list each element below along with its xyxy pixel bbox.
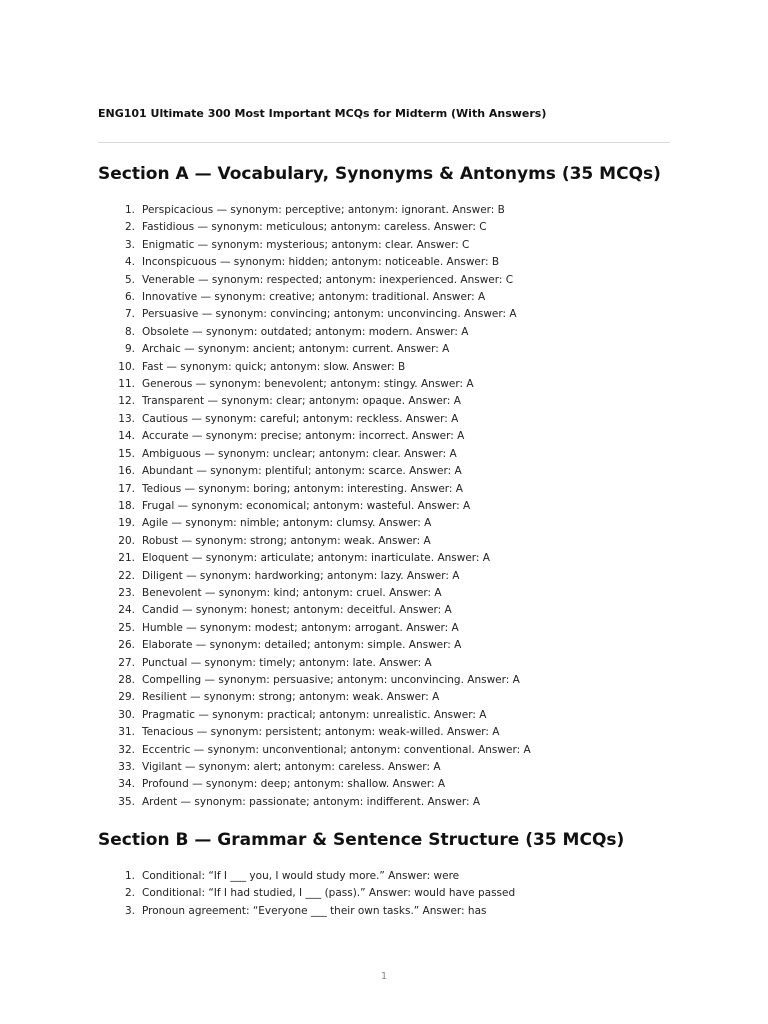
list-item-number: 30. [118, 708, 135, 721]
list-item-text: Enigmatic — synonym: mysterious; antonym: clear. Answer: C [142, 238, 470, 251]
list-item-text: Eccentric — synonym: unconventional; antonym: conventional. Answer: A [142, 743, 531, 756]
list-item [98, 602, 531, 619]
list-item-text: Innovative — synonym: creative; antonym: traditional. Answer: A [142, 291, 486, 304]
list-item [98, 515, 531, 532]
list-item [98, 237, 531, 254]
list-item-text: Agile — synonym: nimble; antonym: clumsy. Answer: A [142, 517, 432, 530]
list-item-number: 20. [118, 534, 135, 547]
list-item-text: Obsolete — synonym: outdated; antonym: modern. Answer: A [142, 325, 469, 338]
list-item-number: 29. [118, 691, 135, 704]
list-item-text: Robust — synonym: strong; antonym: weak. Answer: A [142, 534, 431, 547]
section-b-question-list [98, 868, 515, 920]
list-item-number: 7. [124, 308, 135, 321]
list-item [98, 724, 531, 741]
list-item-text: Frugal — synonym: economical; antonym: wasteful. Answer: A [142, 499, 471, 512]
title-divider [98, 142, 670, 143]
list-item-number: 9. [124, 343, 135, 356]
list-item-number: 22. [118, 569, 135, 582]
list-item-text: Pragmatic — synonym: practical; antonym: unrealistic. Answer: A [142, 708, 487, 721]
list-item-text: Inconspicuous — synonym: hidden; antonym: noticeable. Answer: B [142, 256, 500, 269]
list-item-number: 3. [124, 904, 135, 917]
list-item-number: 2. [124, 887, 135, 900]
list-item-text: Humble — synonym: modest; antonym: arrogant. Answer: A [142, 621, 459, 634]
list-item [98, 903, 515, 920]
list-item-text: Vigilant — synonym: alert; antonym: careless. Answer: A [142, 761, 441, 773]
list-item-number: 23. [118, 586, 135, 599]
list-item [98, 446, 531, 463]
list-item-text: Perspicacious — synonym: perceptive; antonym: ignorant. Answer: B [142, 204, 505, 216]
list-item [98, 498, 531, 515]
list-item-text: Ardent — synonym: passionate; antonym: indifferent. Answer: A [142, 795, 481, 808]
list-item-number: 18. [118, 499, 135, 512]
list-item-text: Candid — synonym: honest; antonym: deceitful. Answer: A [142, 604, 452, 617]
list-item [98, 219, 531, 236]
list-item-text: Ambiguous — synonym: unclear; antonym: clear. Answer: A [142, 447, 457, 460]
list-item-text: Fastidious — synonym: meticulous; antonym: careless. Answer: C [142, 221, 487, 234]
list-item-text: Resilient — synonym: strong; antonym: weak. Answer: A [142, 691, 440, 704]
list-item-number: 16. [118, 465, 135, 478]
list-item-number: 1. [124, 870, 135, 882]
list-item-text: Fast — synonym: quick; antonym: slow. Answer: B [142, 360, 406, 373]
list-item-number: 17. [118, 482, 135, 495]
list-item-number: 4. [124, 256, 135, 269]
list-item-number: 8. [124, 325, 135, 338]
list-item [98, 794, 531, 811]
list-item-number: 32. [118, 743, 135, 756]
list-item [98, 672, 531, 689]
list-item-number: 19. [118, 517, 135, 530]
list-item [98, 254, 531, 271]
list-item-number: 15. [118, 447, 135, 460]
list-item-text: Tenacious — synonym: persistent; antonym: weak-willed. Answer: A [142, 726, 500, 739]
list-item-number: 11. [118, 378, 135, 391]
list-item-number: 10. [118, 360, 135, 373]
list-item [98, 707, 531, 724]
list-item-text: Compelling — synonym: persuasive; antonym: unconvincing. Answer: A [142, 673, 520, 686]
list-item [98, 272, 531, 289]
list-item-text: Conditional: “If I ___ you, I would study more.” Answer: were [142, 870, 460, 882]
list-item-text: Profound — synonym: deep; antonym: shallow. Answer: A [142, 778, 446, 791]
list-item-text: Punctual — synonym: timely; antonym: late. Answer: A [142, 656, 432, 669]
list-item-text: Tedious — synonym: boring; antonym: interesting. Answer: A [142, 482, 463, 495]
list-item-number: 14. [118, 430, 135, 443]
list-item-text: Venerable — synonym: respected; antonym: inexperienced. Answer: C [142, 273, 514, 286]
list-item-number: 21. [118, 552, 135, 565]
list-item-text: Archaic — synonym: ancient; antonym: current. Answer: A [142, 343, 450, 356]
list-item-number: 13. [118, 412, 135, 425]
list-item-text: Conditional: “If I had studied, I ___ (pass).” Answer: would have passed [142, 887, 516, 900]
list-item-text: Accurate — synonym: precise; antonym: incorrect. Answer: A [142, 430, 465, 443]
list-item-number: 1. [124, 204, 135, 216]
list-item [98, 393, 531, 410]
document-title: ENG101 Ultimate 300 Most Important MCQs for Midterm (With Answers) [98, 107, 547, 120]
list-item [98, 655, 531, 672]
page-number: 1 [380, 971, 388, 982]
list-item [98, 428, 531, 445]
list-item-number: 3. [124, 238, 135, 251]
list-item-text: Elaborate — synonym: detailed; antonym: simple. Answer: A [142, 639, 462, 652]
list-item [98, 463, 531, 480]
list-item [98, 637, 531, 654]
list-item-number: 35. [118, 795, 135, 808]
list-item-text: Persuasive — synonym: convincing; antonym: unconvincing. Answer: A [142, 308, 517, 321]
list-item [98, 411, 531, 428]
list-item [98, 568, 531, 585]
list-item [98, 359, 531, 376]
list-item-text: Diligent — synonym: hardworking; antonym: lazy. Answer: A [142, 569, 460, 582]
list-item-number: 6. [124, 291, 135, 304]
section-b-heading: Section B — Grammar & Sentence Structure (35 MCQs) [98, 830, 625, 850]
list-item-number: 12. [118, 395, 135, 408]
section-a-question-list [98, 202, 531, 811]
list-item-number: 25. [118, 621, 135, 634]
list-item [98, 481, 531, 498]
list-item-number: 33. [118, 761, 135, 773]
list-item [98, 289, 531, 306]
list-item [98, 885, 515, 902]
section-a-heading: Section A — Vocabulary, Synonyms & Antonyms (35 MCQs) [98, 164, 661, 184]
list-item [98, 742, 531, 759]
list-item-number: 28. [118, 673, 135, 686]
list-item [98, 776, 531, 793]
list-item [98, 759, 531, 776]
list-item [98, 550, 531, 567]
list-item [98, 376, 531, 393]
list-item-text: Generous — synonym: benevolent; antonym: stingy. Answer: A [142, 378, 474, 391]
list-item-text: Pronoun agreement: “Everyone ___ their own tasks.” Answer: has [142, 904, 487, 917]
list-item [98, 620, 531, 637]
list-item-number: 26. [118, 639, 135, 652]
list-item [98, 585, 531, 602]
list-item [98, 533, 531, 550]
list-item-text: Benevolent — synonym: kind; antonym: cruel. Answer: A [142, 586, 442, 599]
list-item-number: 34. [118, 778, 135, 791]
list-item-number: 5. [124, 273, 135, 286]
list-item [98, 306, 531, 323]
list-item-text: Cautious — synonym: careful; antonym: reckless. Answer: A [142, 412, 459, 425]
list-item [98, 324, 531, 341]
list-item-text: Abundant — synonym: plentiful; antonym: scarce. Answer: A [142, 465, 462, 478]
list-item [98, 868, 515, 885]
list-item-number: 31. [118, 726, 135, 739]
list-item-number: 2. [124, 221, 135, 234]
list-item [98, 689, 531, 706]
list-item-number: 24. [118, 604, 135, 617]
list-item-text: Transparent — synonym: clear; antonym: opaque. Answer: A [142, 395, 461, 408]
list-item [98, 202, 531, 219]
list-item-number: 27. [118, 656, 135, 669]
list-item-text: Eloquent — synonym: articulate; antonym: inarticulate. Answer: A [142, 552, 490, 565]
list-item [98, 341, 531, 358]
